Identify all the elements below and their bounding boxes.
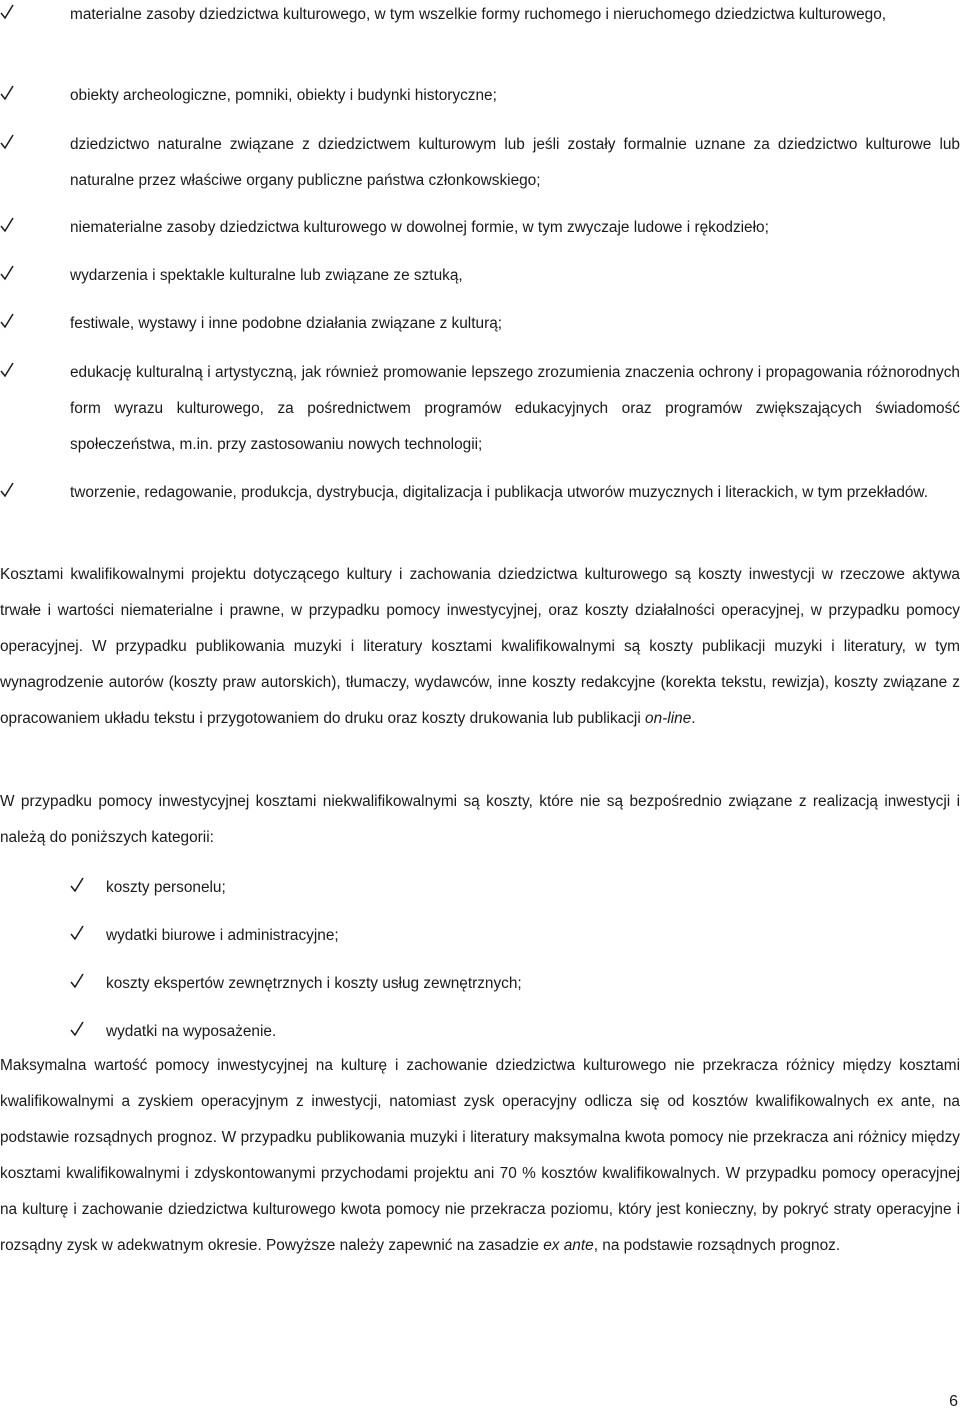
list-item — [70, 925, 960, 955]
list-item-text: koszty personelu; — [106, 879, 226, 896]
checkmark-icon — [70, 973, 84, 995]
checkmark-icon — [0, 265, 14, 287]
italic-term: ex ante — [543, 1237, 594, 1254]
list-item-text: festiwale, wystawy i inne podobne działania związane z kulturą; — [70, 315, 503, 332]
list-item-text: wydarzenia i spektakle kulturalne lub związane ze sztuką, — [70, 267, 463, 284]
list-item — [70, 1021, 960, 1051]
list-item — [0, 482, 960, 542]
checkmark-icon — [0, 313, 14, 335]
checkmark-icon — [70, 925, 84, 947]
list-item-text: materialne zasoby dziedzictwa kulturowego, w tym wszelkie formy ruchomego i nieruchomego dziedzictwa kulturowego, — [70, 6, 887, 23]
list-item — [70, 877, 960, 907]
checkmark-icon — [0, 482, 14, 504]
checkmark-icon — [0, 362, 14, 384]
checkmark-icon — [70, 877, 84, 899]
list-item — [70, 973, 960, 1003]
list-item-text: tworzenie, redagowanie, produkcja, dystrybucja, digitalizacja i publikacja utworów muzycznych i literackich, w tym przekładów. — [70, 484, 928, 501]
checkmark-icon — [0, 85, 14, 107]
list-item — [0, 4, 960, 64]
list-item-text: niematerialne zasoby dziedzictwa kulturowego w dowolnej formie, w tym zwyczaje ludowe i rękodzieło; — [70, 219, 769, 236]
list-item-text: wydatki biurowe i administracyjne; — [106, 927, 339, 944]
paragraph-text: Kosztami kwalifikowalnymi projektu dotyczącego kultury i zachowania dziedzictwa kulturowego są koszty inwestycji w rzeczowe aktywa trwałe i wartości niematerialne i prawne, w przypadku pomocy inwestycyjnej, oraz koszty działalności operacyjnej, w przypadku pomocy operacyjnej. W przypadku publikowania muzyki i literatury kosztami kwalifikowalnymi są koszty publikacji muzyki i literatury, w tym wynagrodzenie autorów (koszty praw autorskich), tłumaczy, wydawców, inne koszty redakcyjne (korekta tekstu, rewizja), koszty związane z opracowaniem układu tekstu i przygotowaniem do druku oraz koszty drukowania lub publikacji — [0, 566, 960, 727]
checkmark-icon — [70, 1021, 84, 1043]
paragraph-ineligible-costs-intro: W przypadku pomocy inwestycyjnej kosztami niekwalifikowalnymi są koszty, które nie są bezpośrednio związane z realizacją inwestycji i należą do poniższych kategorii: — [0, 793, 960, 846]
paragraph-text-end: . — [691, 710, 696, 727]
italic-term: on-line — [645, 710, 692, 727]
list-item — [0, 362, 960, 462]
list-item — [0, 85, 960, 115]
paragraph-max-aid — [0, 1048, 960, 1264]
paragraph-text: Maksymalna wartość pomocy inwestycyjnej na kulturę i zachowanie dziedzictwa kulturowego nie przekracza różnicy między kosztami kwalifikowalnymi a zyskiem operacyjnym z inwestycji, natomiast zysk operacyjny odlicza się od kosztów kwalifikowalnych ex ante, na podstawie rozsądnych prognoz. W przypadku publikowania muzyki i literatury maksymalna kwota pomocy nie przekracza ani różnicy między kosztami kwalifikowalnymi i zdyskontowanymi przychodami projektu ani 70 % kosztów kwalifikowalnych. W przypadku pomocy operacyjnej na kulturę i zachowanie dziedzictwa kulturowego kwota pomocy nie przekracza poziomu, który jest konieczny, by pokryć straty operacyjne i rozsądny zysk w adekwatnym okresie. Powyższe należy zapewnić na zasadzie — [0, 1057, 960, 1254]
list-item-text: edukację kulturalną i artystyczną, jak również promowanie lepszego zrozumienia znaczenia ochrony i propagowania różnorodnych form wyrazu kulturowego, za pośrednictwem programów edukacyjnych oraz programów zwiększających świadomość społeczeństwa, m.in. przy zastosowaniu nowych technologii; — [70, 364, 960, 453]
list-item-text: obiekty archeologiczne, pomniki, obiekty i budynki historyczne; — [70, 87, 497, 104]
checkmark-icon — [0, 134, 14, 156]
list-item — [0, 265, 960, 295]
list-item-text: wydatki na wyposażenie. — [106, 1023, 277, 1040]
list-item — [0, 217, 960, 247]
list-item-text: koszty ekspertów zewnętrznych i koszty usług zewnętrznych; — [106, 975, 522, 992]
paragraph-eligible-costs — [0, 557, 960, 737]
list-item — [0, 134, 960, 194]
list-item-text: dziedzictwo naturalne związane z dziedzictwem kulturowym lub jeśli zostały formalnie uznane za dziedzictwo kulturowe lub naturalne przez właściwe organy publiczne państwa członkowskiego; — [70, 136, 960, 189]
page-number: 6 — [949, 1393, 958, 1410]
paragraph-text-end: , na podstawie rozsądnych prognoz. — [593, 1237, 841, 1254]
list-item — [0, 313, 960, 343]
checkmark-icon — [0, 4, 14, 26]
checkmark-icon — [0, 217, 14, 239]
